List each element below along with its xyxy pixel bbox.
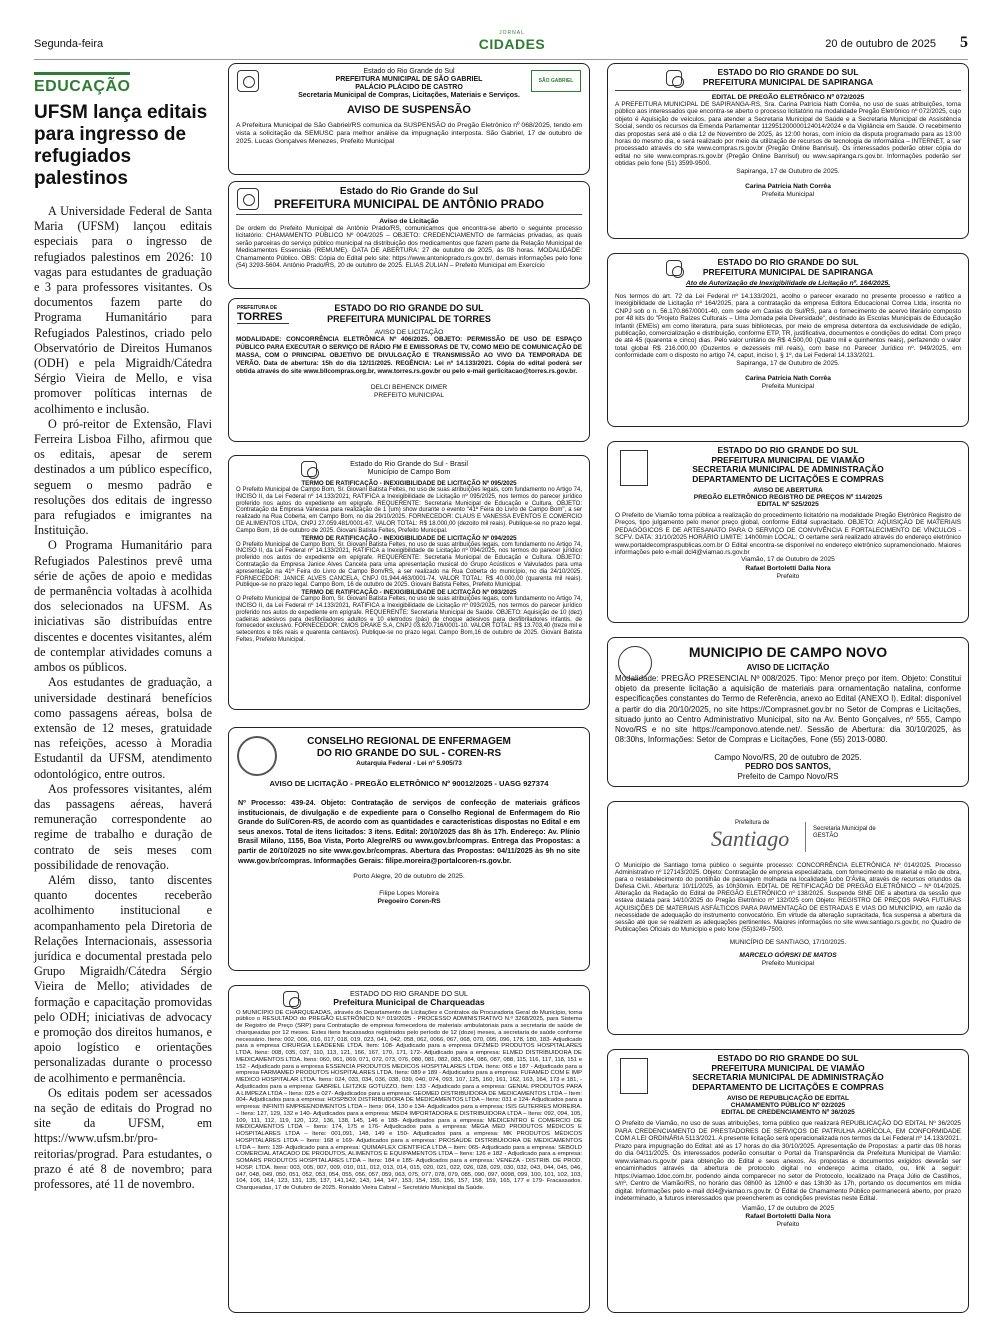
ad-heading: Estado do Rio Grande do Sul <box>339 186 479 197</box>
crest-icon <box>237 188 259 210</box>
ad-text: O Prefeito Municipal de Campo Bom, Sr. Giovani Batista Feltes, no uso de suas atribuições legais, com fundamento no Artigo 74, INCISO II, da Lei Federal nº 14.133/2021, RATIFICA a Inexigibilidade de Licitação nº 095/2025, nos termos do parecer jurídico proferido nos autos do expediente em epígrafe. REQUERENTE: Secretaria Municipal de Educação e Cultura. OBJETO: Contratação da Empresa Vanessa para realização de 1 (um) show durante o evento "41ª Feira do Livro de Campo Bom", a ser realizado na Rua Coberta, em Campo Bom, no dia 29/10/2025. FORNECEDOR: CLAUS E VANESSA EVENTOS E COMERCIO DE ALIMENTOS LTDA, CNPJ 27.059.481/0001-67. VALOR TOTAL: R$ 18.000,00 (dezoito mil reais). Publique-se no prazo legal. Campo Bom, 16 de outubro de 2025. Giovani Batista Feltes, Prefeito Municipal. <box>236 487 582 534</box>
article-paragraph: O pró-reitor de Extensão, Flavi Ferreira Lisboa Filho, afirmou que os editais, apesar de serem destinados a um público específico, seguem o mesmo padrão e resoluções dos editais de ingresso para refugiados e imigrantes na Instituição. <box>34 416 212 538</box>
ad-text: Nos termos do art. 72 da Lei Federal nº 14.133/2021, acolho o parecer exarado no presente processo e ratifico a Inexigibilidade de Licitação nº 164/2025, para a contratação da empresa Editora Educacional Correa Ltda, inscrita no CNPJ sob o n. 56.170.867/0001-40, com sede em Caxias do Sul/RS, para o fornecimento de acervo literário composto por 48 kits do "Projeto Raízes Culturais – Uma Jornada pela Diversidade", destinado às Escolas Municipais de Educação Infantil (EMEIs) em como literatura, para suas bibliotecas, por meio de empresa detentora da exclusividade de edição, publicação, comercialização e distribuição, conforme ETP, TR, justificativa, documentos e condições do edital. Com preço de até 45 (quarenta e cinco) dias. Pelo valor unitário de R$ 4.500,00 (Quatro mil e quinhentos reais), perfazendo o valor total global R$ 216.000,00 (Duzentos e dezesseis mil reais), com base no Parecer Jurídico nº. 949/2025, em conformidade com o disposto no artigo 74, caput, inciso I, § 1º, da Lei Federal 14.133/2021. <box>615 293 961 360</box>
ad-date: Porto Alegre, 20 de outubro de 2025. <box>353 873 465 881</box>
ad-text: O Prefeito Municipal de Campo Bom, Sr. Giovani Batista Feltes, no uso de suas atribuições legais, com fundamento no Artigo 74, INCISO II, da Lei Federal nº 14.133/2021, RATIFICA a Inexigibilidade de Licitação nº 093/2025, nos termos do parecer jurídico proferido nos autos do expediente em epígrafe. REQUERENTE: Secretaria Municipal de Saúde. OBJETO: Aquisição de 10 (dez) cadeiras adesivos para desfibriladores adultos e 10 eletrodos (pás) de choque adesivos para desfibriladores infantis, de fornecedor exclusivo. FORNECEDOR: CMOS DRAKE S.A, CNPJ 03.620.716/0001-10. VALOR TOTAL: R$ 13.703,40 (treze mil e setecentos e três reais e quarenta centavos). Publique-se no prazo legal. Campo Bom,16 de outubro de 2025. Giovani Batista Feltes, Prefeito Municipal. <box>236 596 582 643</box>
ad-heading: DEPARTAMENTO DE LICITAÇÕES E COMPRAS <box>692 1081 884 1092</box>
ad-text: A Prefeitura Municipal de São Gabriel/RS comunica da SUSPENSÃO do Pregão Eletrônico nº 068/2025, tendo em vista a solicitação da SEMUSC para melhor análise da impugnação interposta. São Gabriel, 17 de outubro de 2025. Lucas Gonçalves Menezes, Prefeito Municipal <box>236 122 582 145</box>
ad-subtitle: TERMO DE RATIFICAÇÃO - INEXIGIBILIDADE DE LICITAÇÃO Nº 094/2025 <box>301 534 517 542</box>
article-paragraph: Aos professores visitantes, além das passagens aéreas, haverá remuneração correspondente ao regime de trabalho e duração de contrato de seis meses com possibilidade de renovação. <box>34 781 212 872</box>
article-body <box>34 204 212 1192</box>
signatory-role: Pregoeiro Coren-RS <box>377 898 441 906</box>
ad-heading: ESTADO DO RIO GRANDE DO SUL <box>717 257 859 267</box>
ad-antonio-prado <box>228 181 590 289</box>
coren-emblem-icon <box>237 736 277 776</box>
ad-text: Modalidade: PREGÃO PRESENCIAL Nº 008/2025. Tipo: Menor preço por item. Objeto: Constitui objeto da presente licitação a aquisição de materiais para ornamentação natalina, conforme especificações constantes do Termo de Referência, anexo ao Edital (ANEXO I). Edital: disponível a partir do dia 20/10/2025, no site https://Comprasnet.gov.br no Setor de Compras e Licitações, situado junto ao Centro Administrativo Municipal, sito na Av. Bento Gonçalves, nº 555, Campo Novo/RS e no site https://camponovo.atende.net/. Sessão de Abertura: dia 30/10/2025, às 08:30hs, Informações: Setor de Compras e Licitações, Fone (55) 2013-0080. <box>615 674 961 745</box>
ad-subtitle: EDITAL Nº 525/2025 <box>757 501 819 508</box>
logo-name: CIDADES <box>478 36 546 52</box>
signatory-role: Prefeito de Campo Novo/RS <box>737 772 839 782</box>
ad-text: O Prefeito Municipal de Campo Bom, Sr. Giovani Batista Feltes, no uso de suas atribuições legais, com fundamento no Artigo 74, INCISO II, da Lei Federal nº 14.133/2021, RATIFICA a Inexigibilidade de Licitação nº 094/2025, nos termos do parecer jurídico proferido nos autos do expediente em epígrafe. REQUERENTE: Secretaria Municipal de Educação e Cultura. OBJETO: Contratação da Empresa Janice Alves Cancela para uma apresentação musical do Grupo Acústicos e Valvulados para uma apresentação na 41ª Feira do Livro de Campo Bom/RS, a ser realizado na Rua Coberta do município, no dia 24/10/2025. FORNECEDOR: JANICE ALVES CANCELA, CNPJ 01.944.463/0001-74. VALOR TOTAL: R$ 40.000,00 (quarenta mil reais). Publique-se no prazo legal. Campo Bom, 16 de outubro de 2025. Giovani Batista Feltes, Prefeito Municipal. <box>236 541 582 589</box>
logo-small: JORNAL <box>499 30 525 36</box>
ad-heading: MUNICIPIO DE CAMPO NOVO <box>688 644 888 660</box>
ad-heading: SECRETARIA MUNICIPAL DE ADMINISTRAÇÃO <box>692 1072 884 1082</box>
santiago-logo-text: Santiago <box>711 826 790 851</box>
ad-heading: ESTADO DO RIO GRANDE DO SUL <box>717 1053 859 1063</box>
torres-logo-small: PREFEITURA DE <box>237 305 278 311</box>
ad-date: Sapiranga, 17 de Outubro de 2025. <box>736 167 840 175</box>
page-number: 5 <box>960 34 968 51</box>
ad-torres <box>228 298 590 442</box>
ad-heading: Estado do Rio Grande do Sul - Brasil <box>350 459 468 468</box>
ad-date: Viamão, 17 de outubro de 2025 <box>741 1204 835 1212</box>
signatory-role: PREFEITO MUNICIPAL <box>373 392 445 399</box>
ad-heading: Prefeitura Municipal de Charqueadas <box>333 997 485 1007</box>
ad-subtitle: AVISO DE REPUBLICAÇÃO DE EDITAL <box>726 1095 850 1102</box>
crest-icon <box>666 69 682 87</box>
article-title: UFSM lança editais para ingresso de refugiados palestinos <box>34 102 208 189</box>
article-paragraph: Os editais podem ser acessados na seção de editais do Prograd no site da UFSM, em https://www.ufsm.br/pro-reitorias/prograd. Para estudantes, o prazo é até 8 de novembro; para professores, até 11 de novembro. <box>34 1085 212 1191</box>
santiago-logo <box>615 820 961 862</box>
crest-icon <box>666 259 682 277</box>
ad-heading: Autarquia Federal - Lei nº 5.905/73 <box>356 760 462 767</box>
ad-heading: SECRETARIA MUNICIPAL DE ADMINISTRAÇÃO <box>692 464 884 474</box>
signatory: Carina Patrícia Nath Corrêa <box>745 182 831 190</box>
ad-campo-bom <box>228 455 590 710</box>
crest-icon <box>618 646 652 680</box>
ad-heading: ESTADO DO RIO GRANDE DO SUL <box>349 989 469 998</box>
ad-heading: PREFEITURA MUNICIPAL DE VIAMÃO <box>711 454 865 465</box>
ad-viamao-2 <box>607 1049 969 1313</box>
ad-title: AVISO DE LICITAÇÃO <box>374 329 444 336</box>
santiago-dept: Secretaria Municipal de GESTÃO <box>813 826 876 839</box>
ad-text: O Município de Santiago torna público o seguinte processo: CONCORRÊNCIA ELETRÔNICA Nº 014/2025. Processo Administrativo nº 127143/2025. Objeto: Contratação de empresa especializada, com fornecimento de material e mão de obra, para o restabelecimento do pontilhão de passagem molhada na localidade Lobo D'Ávila, através de recursos oriundos da Defesa Civil.. Abertura: 10/11/2025, às 10h30min. EDITAL DE RETIFICAÇÃO DE PREGÃO ELETRÔNICO – Nº 014/2025. Alteração da Redação do Edital de PREGÃO ELETRÔNICO nº 138/2025. Suspende SINE DIE a abertura da sessão que estava datada para 14/10/2025 do Pregão Eletrônico nº 132/025 com Objeto: REGISTRO DE PREÇOS PARA FUTURAS AQUISIÇÕES DE MATERIAIS ASFÁLTICOS PARA PAVIMENTAÇÃO DE ESTRADAS E VIAS DO MUNICÍPIO, em razão da necessidade de adequação do instrumento convocatório. Em virtude da alteração supracitada, fica suspensa a abertura da sessão até que se realizem as adequações pertinentes. Maiores informações no site www.santiago.rs.gov.br, no Quadro de Publicações Oficiais do Município e pelo fone (55)3249-7500. <box>615 862 961 933</box>
signatory-role: Prefeito <box>776 573 800 581</box>
ad-text: O Prefeito de Viamão, no uso de suas atribuições, torna público que realizará REPUBLICAÇÃO DO EDITAL Nº 36/2025 PARA CREDENCIAMENTO DE PRESTADORES DE SERVIÇOS DE PATRULHA AGRÍCOLA, EM CONFORMIDADE COM A LEI ORDINÁRIA 5113/2021. A presente licitação será operacionalizada nos termos da Lei Federal nº 14.133/2021. Prazo para impugnação do Edital: até as 17 horas do dia 30/10/2025. Apresentação de Propostas: a partir das 08 horas do dia 04/11/2025. Os interessados poderão consultar o Portal da Transparência da Prefeitura Municipal de Viamão: www.viamao.rs.gov.br para obtenção do Edital e seus anexos. As propostas e documentos exigidos deverão ser encaminhados através da abertura de protocolo digital no endereço acima citado, ou, link a seguir: https://viamao.1doc.com.br, podendo ainda comparecer no setor de Protocolo, localizado na Praça Júlio de Castilhos, s/nº, Centro de Viamão/RS, no horário das 08h00 às 12h00 e das 13h30 às 17h, portando os documentos em mídia digital. Informações pelo e-mail dcl4@viamao.rs.gov.br. O Edital de Chamamento Público permanecerá aberto, por prazo indeterminado, a futuros interessados que preencherem as condições previstas neste Edital. <box>615 1120 961 1202</box>
signatory: PEDRO DOS SANTOS, <box>745 762 831 772</box>
signatory-role: Prefeita Municipal <box>761 190 815 198</box>
ad-text: De ordem do Prefeito Municipal de Antônio Prado/RS, comunicamos que encontra-se aberto o seguinte processo licitatório: CHAMAMENTO PÚBLICO Nº 004/2025 – OBJETO: CREDENCIAMENTO de farmácias privadas, as quais serão parceiras do serviço público municipal na distribuição dos medicamentos que fazem parte da Relação Municipal de Medicamentos Essenciais (REMUME). DATA DE ABERTURA: 27 de outubro de 2025, às 08 horas. MODALIDADE: Chamamento Público. OBS: Cópia do Edital pelo site: https://www.antonioprado.rs.gov.br/, demais informações pelo fone (54) 3293-5604. Antônio Prado/RS, 20 de outubro de 2025. ELIAS ZULIAN – Prefeito Municipal em Exercício <box>236 225 582 270</box>
article <box>34 72 212 1192</box>
ad-heading: ESTADO DO RIO GRANDE DO SUL <box>717 445 859 455</box>
torres-logo <box>237 305 289 324</box>
ad-subtitle: TERMO DE RATIFICAÇÃO - INEXIGIBILIDADE DE LICITAÇÃO Nº 093/2025 <box>301 589 517 597</box>
crest-icon <box>237 70 259 92</box>
crest-icon <box>301 460 317 478</box>
ad-heading: DO RIO GRANDE DO SUL - COREN-RS <box>316 748 502 759</box>
ad-title: Ato de Autorização de Inexigibilidade de Licitação nº. 164/2025. <box>685 280 891 287</box>
ad-text: O MUNICÍPIO DE CHARQUEADAS, através do Departamento de Licitações e Contratos da Procuradoria Geral do Município, torna público o RESULTADO do PREGÃO ELETRÔNICO N.º 019/2025 - PROCESSO ADMINISTRATIVO N.º 3268/2025, para Sistema de Registro de Preço (SRP) para Contratação de empresa fornecedora de materiais ambulatoriais para a secretaria de saúde de charqueadas por 12 meses. Estes itens fracassados registrados pelo período de 12 (doze) meses, a secretaria de saúde conforme necessário. Itens: 002, 006, 016, 017, 018, 019, 023, 041, 042, 058, 062, 0066, 067, 068, 070, 095, 096, 178, 180, 183- Adjudicado para a empresa CIRURGIA LEADEENE LTDA. Item: 108- Adjudicado para a empresa DFZMED PRODUTOS HOSPITALARES LTDA. Itens: 008, 035, 037, 110, 113, 121, 166, 167, 170, 171, 172- Adjudicado para a empresa: ELMED DISTRIBUIDORA DE MEDICAMENTOS LTDA. Itens: 060, 061, 069, 071, 072, 073, 076, 080, 081, 082, 083, 084, 086, 087, 088, 115, 116, 117, 118, 151 e 152 - Adjudicado para a empresa ESSENCIA PRODUTOS MEDICOS HOSPITALARES LTDA. Itens: 065 e 187 - Adjudicado para a empresa FARMAMED PRODUTOS HOSPITALARES LTDA. Itens: 089 e 189 - Adjudicados para a empresa: FUFAMED COM E IMP MEDICO HOSPITALAR LTDA. Itens: 024, 033, 034, 036, 038, 039, 040, 074, 093, 107, 125, 160, 161, 162, 163, 164, 173 e 181, - Adjudicados para a empresa: GABRIEL LEITZKE GOTUZZO. Item: 133 - Adjudicado para a empresa: GENIAL PRODUTOS PARA A LIMPEZA LTDA – Itens: 025 e 027- Adjudicados para a empresa: GEOMED DISTRIBUIDORA DE MEDICAMENTOS LTDA – Item: 004- Adjudicados para a empresa: HOSPBOX DISTRIBUIDORA DE MEDICAMENTOS LTDA – Itens: 031 e 124- Adjudicados para a empresa: INFINITI EMPREENDIMENTOS LTDA – Itens: 064, 130 e 134- Adjudicados para a empresa: ISIS GUTERRES MOREIRA. – Itens: 127, 129, 132 e 140- Adjudicados para a empresa: MED4 IMPORTADORA E DISTRIBUIDORA LTDA – Itens: 092, 094, 105, 109, 111, 112, 119, 120, 122, 136, 138, 145, 146 e 188- Adjudicados para a empresa: MEDICENTRO E COMERCIO DE MEDICAMENTOS LTDA – Itens: 174, 175 e 176- Adjudicados para a empresa: MEGA MED PRODUTOS MÉDICOS E HOSPITALARES LTDA – Itens: 001,091, 148, 149 e 150- Adjudicados para a empresa: MK PRODUTOS MÉDICOS HOSPITALARES LTDA – Itens: 168 e 169- Adjudicados para a empresa: PROSAUDE DISTRIBUIDORA DE MEDICAMENTOS LTDA – Item: 139- Adjudicado para a empresa: QUIMAFLEX CIENTIFICA LTDA – Item: 065- Adjudicado para a empresa: SEBOLD COMERCIAL ATACADO DE PRODUTOS, ALIMENTOS E EQUIPAMENTOS LTDA – Itens: 126 e 182 - Adjudicado para a empresa: SOMARS PRODUTOS HOSPITALARES LTDA – Itens: 184 e 185- Adjudicados para a empresa: VENEZA - DISTRIB. DE PROD. HOSP. LTDA. Itens: 003, 005, 007, 009, 010, 011, 012, 013, 014, 015, 020, 021, 022, 026, 028, 029, 030, 032, 043, 044, 045, 046, 047, 048, 049, 050, 051, 052, 053, 054, 055, 056, 057, 059, 063, 075, 077, 078, 079, 085, 090, 097, 0098, 099, 100, 101, 102, 103, 104, 106, 114, 123, 131, 135, 137, 141,142, 143, 144, 147, 153, 154, 155, 156, 157, 158, 159, 165, 177 e 179- Fracassados. Charqueadas, 17 de Outubro de 2025. Ronaldo Vieira Cabral – Secretário Municipal da Saúde. <box>236 1009 582 1192</box>
article-paragraph: O Programa Humanitário para Refugiados Palestinos prevê uma série de ações de apoio e medidas de permanência voltadas à acolhida dos selecionados na UFSM. As iniciativas são distribuídas entre discentes e docentes visitantes, além de contemplar atividades comuns a ambos os públicos. <box>34 538 212 675</box>
header-date: 20 de outubro de 2025 <box>825 38 936 50</box>
ad-sapiranga-1 <box>607 63 969 239</box>
signatory-role: Prefeito <box>776 1220 800 1228</box>
ad-heading: Secretaria Municipal de Compras, Licitações, Materiais e Serviços. <box>298 92 520 99</box>
ad-text: O Prefeito de Viamão torna pública a realização do procedimento licitatório na modalidade Pregão Eletrônico Registro de Preços, tipo julgamento pelo menor preço global, conforme Edital supracitado. OBJETO: AQUISIÇÃO DE MATERIAIS PEDAGÓGICOS E DE ARTESANATO PARA O SERVIÇO DE CONVIVÊNCIA E FORTALECIMENTO DE VÍNCULOS - SCFV. DATA: 31/10/2025 HORÁRIO LIMITE: 14h00min LOCAL: O certame será realizado através do endereço eletrônico www.portaldecompraspublicas.com.br O Edital encontra-se disponível no endereço eletrônico supramencionado. Maiores informações pelo e-mail dcl4@viamao.rs.gov.br <box>615 512 961 557</box>
ad-title: AVISO DE SUSPENSÃO <box>347 104 471 116</box>
ad-text: MODALIDADE: CONCORRÊNCIA ELETRÔNICA Nº 406/2025. OBJETO: PERMISSÃO DE USO DE ESPAÇO PÚBLICO PARA EXECUTAR O SERVIÇO DE RÁDIO FM E EMISSORAS DE TV, COMO MEIO DE COMUNICAÇÃO DE MASSA, COM O PRINCIPAL OBJETIVO DE DIVULGAÇÃO E TRANSMISSÃO AO VIVO DA TEMPORADA DE VERÃO. Data de abertura: 15h do dia 12/11/2025. REGÊNCIA: Lei nº 14.133/2021. Cópia do edital poderá ser obtida através do site www.bllcompras.org.br, www.torres.rs.gov.br ou pelo e-mail gerlicitacao@torres.rs.gov.br. <box>236 336 582 375</box>
ad-coren <box>228 727 590 971</box>
ad-viamao-1 <box>607 441 969 623</box>
ad-text: A PREFEITURA MUNICIPAL DE SAPIRANGA-RS, Sra. Carina Patrícia Nath Corrêa, no uso de suas atribuições, torna público aos interessados que encontra-se aberto o processo licitatório na modalidade Pregão Eletrônico nº 072/2025, cujo objeto é Aquisição de veículos, para atender a Secretaria Municipal de Saúde e a Secretaria Municipal de Assistência Social, sendo os recursos da Emenda Parlamentar 112951200000124014/2024 e da Vigilância em Saúde. O recebimento das propostas será até o dia 12 de Novembro de 2025, às 12:00 horas, com início da disputa programado para as 13:00 horas do mesmo dia, e será realizado por meio da utilização de recursos de tecnologia de informática – INTERNET, a ser processado através do site www.compras.rs.gov.br (Pregão Online Banrisul). Os interessados poderão obter cópia do edital no site www.compras.rs.gov.br (Pregão Online Banrisul) ou www.sapiranga.rs.gov.br. Informações poderão ser obtidas pelo fone (51) 3599-9500. <box>615 101 961 168</box>
ad-subtitle: AVISO DE ABERTURA <box>753 487 823 494</box>
signatory: Filipe Lopes Moreira <box>379 890 439 898</box>
ad-heading: ESTADO DO RIO GRANDE DO SUL <box>334 303 484 313</box>
ad-heading: PREFEITURA MUNICIPAL DE SÃO GABRIEL <box>335 76 483 83</box>
ad-title: AVISO DE LICITAÇÃO - PREGÃO ELETRÔNICO Nº 90012/2025 - UASG 927374 <box>269 779 549 788</box>
ad-santiago <box>607 801 969 1035</box>
ad-heading: CONSELHO REGIONAL DE ENFERMAGEM <box>307 736 511 747</box>
crest-icon <box>620 450 648 486</box>
crest-icon <box>620 1058 648 1094</box>
torres-logo-text: TORRES <box>237 311 283 323</box>
ad-title: EDITAL DE PREGÃO ELETRÔNICO Nº 072/2025 <box>711 94 865 101</box>
ad-text: Nº Processo: 439-24. Objeto: Contratação de serviços de confecção de materiais gráficos institucionais, de divulgação e de expediente para o Conselho Regional de Enfermagem do Rio Grande do Sul/Coren-RS, de acordo com as quantidades e características dispostas no Edital e em seus anexos. Total de itens licitados: 3 itens. Edital: 20/10/2025 das 8h às 17h. Endereço: Av. Plínio Brasil Milano, 1155, Boa Vista, Porto Alegre/RS ou www.gov.br/compras. Entrega das Propostas: a partir de 20/10/2025 no site www.gov.br/compras. Abertura das Propostas: 04/11/2025 às 9h no site www.gov.br/compras. Informações Gerais: filipe.moreira@portalcoren-rs.gov.br. <box>238 798 580 865</box>
article-paragraph: Além disso, tanto discentes quanto docentes receberão acolhimento institucional e acompanhamento pela Diretoria de Relações Internacionais, assessoria jurídica e documental prestada pelo Grupo Migraidh/Cátedra Sérgio Vieira de Mello; atividades de formação e capacitação promovidas pelo ODH; iniciativas de advocacy e promoção dos direitos humanos, e apoio logístico e orientações personalizadas durante o processo de acolhimento e permanência. <box>34 872 212 1085</box>
ad-charqueadas <box>228 985 590 1313</box>
ad-heading: PREFEITURA MUNICIPAL DE SAPIRANGA <box>702 266 874 277</box>
signatory-role: Prefeita Municipal <box>761 382 815 390</box>
ad-date: Campo Novo/RS, 20 de outubro de 2025. <box>714 753 862 763</box>
ad-heading: DEPARTAMENTO DE LICITAÇÕES E COMPRAS <box>692 473 884 484</box>
ad-date: Sapiranga, 17 de Outubro de 2025. <box>736 359 840 367</box>
page-header <box>34 30 968 60</box>
ad-campo-novo <box>607 637 969 787</box>
article-paragraph: Aos estudantes de graduação, a universidade destinará benefícios como passagens aéreas, bolsa de extensão de 12 meses, gratuidade nas refeições, acesso à Moradia Estudantil da UFSM, atendimento odontológico, entre outros. <box>34 675 212 781</box>
signatory-role: Prefeito Municipal <box>761 959 815 967</box>
ad-heading: PREFEITURA MUNICIPAL DE VIAMÃO <box>711 1062 865 1073</box>
signatory: DELCI BEHENCK DIMER <box>370 384 448 391</box>
ad-sao-gabriel <box>228 63 590 175</box>
ad-heading: PREFEITURA MUNICIPAL DE SAPIRANGA <box>702 76 874 87</box>
signatory: Rafael Bortoletti Dalla Nora <box>745 1212 831 1220</box>
ad-sapiranga-2 <box>607 253 969 427</box>
signatory: MARCELO GÓRSKI DE MATOS <box>739 951 837 959</box>
ad-heading: Município de Campo Bom <box>367 467 451 476</box>
ad-subtitle: PREGÃO ELETRÔNICO REGISTRO DE PREÇOS Nº 114/2025 <box>693 494 883 501</box>
article-paragraph: A Universidade Federal de Santa Maria (UFSM) lançou editais especiais para o ingresso de refugiados palestinos em 2026: 10 vagas para estudantes de graduação e 3 para professores visitantes. Os documentos fazem parte do Programa Humanitário para Refugiados Palestinos, criado pelo Observatório de Direitos Humanos (ODH) e pela Migraidh/Cátedra Sérgio Vieira de Mello, e visa promover políticas internas de acolhimento e inclusão. <box>34 204 212 416</box>
ad-subtitle: CHAMAMENTO PÚBLICO Nº 02/2025 <box>730 1102 846 1109</box>
ad-date: MUNICÍPIO DE SANTIAGO, 17/10/2025. <box>729 938 847 946</box>
santiago-logo-sub: Prefeitura de <box>735 820 770 826</box>
ad-heading: PREFEITURA MUNICIPAL DE TORRES <box>327 314 491 324</box>
ad-heading: ESTADO DO RIO GRANDE DO SUL <box>717 67 859 77</box>
ad-subtitle: TERMO DE RATIFICAÇÃO - INEXIGIBILIDADE DE LICITAÇÃO Nº 095/2025 <box>301 480 517 487</box>
newspaper-logo <box>472 30 552 54</box>
ad-heading: Estado do Rio Grande do Sul <box>363 68 455 75</box>
ad-title: Aviso de Licitação <box>379 218 439 225</box>
signatory: Rafael Bortoletti Dalla Nora <box>745 565 831 573</box>
section-label: EDUCAÇÃO <box>34 72 130 96</box>
header-day: Segunda-feira <box>34 38 104 50</box>
ad-heading: PALÁCIO PLÁCIDO DE CASTRO <box>355 84 463 91</box>
sao-gabriel-logo: SÃO GABRIEL <box>531 70 581 92</box>
ad-title: AVISO DE LICITAÇÃO <box>746 663 830 672</box>
ad-subtitle: EDITAL DE CREDENCIAMENTO Nº 36/2025 <box>721 1109 855 1116</box>
crest-icon <box>283 990 299 1008</box>
signatory: Carina Patrícia Nath Corrêa <box>745 374 831 382</box>
ad-date: Viamão, 17 de Outubro de 2025 <box>741 556 835 564</box>
ad-heading: PREFEITURA MUNICIPAL DE ANTÔNIO PRADO <box>273 197 544 211</box>
